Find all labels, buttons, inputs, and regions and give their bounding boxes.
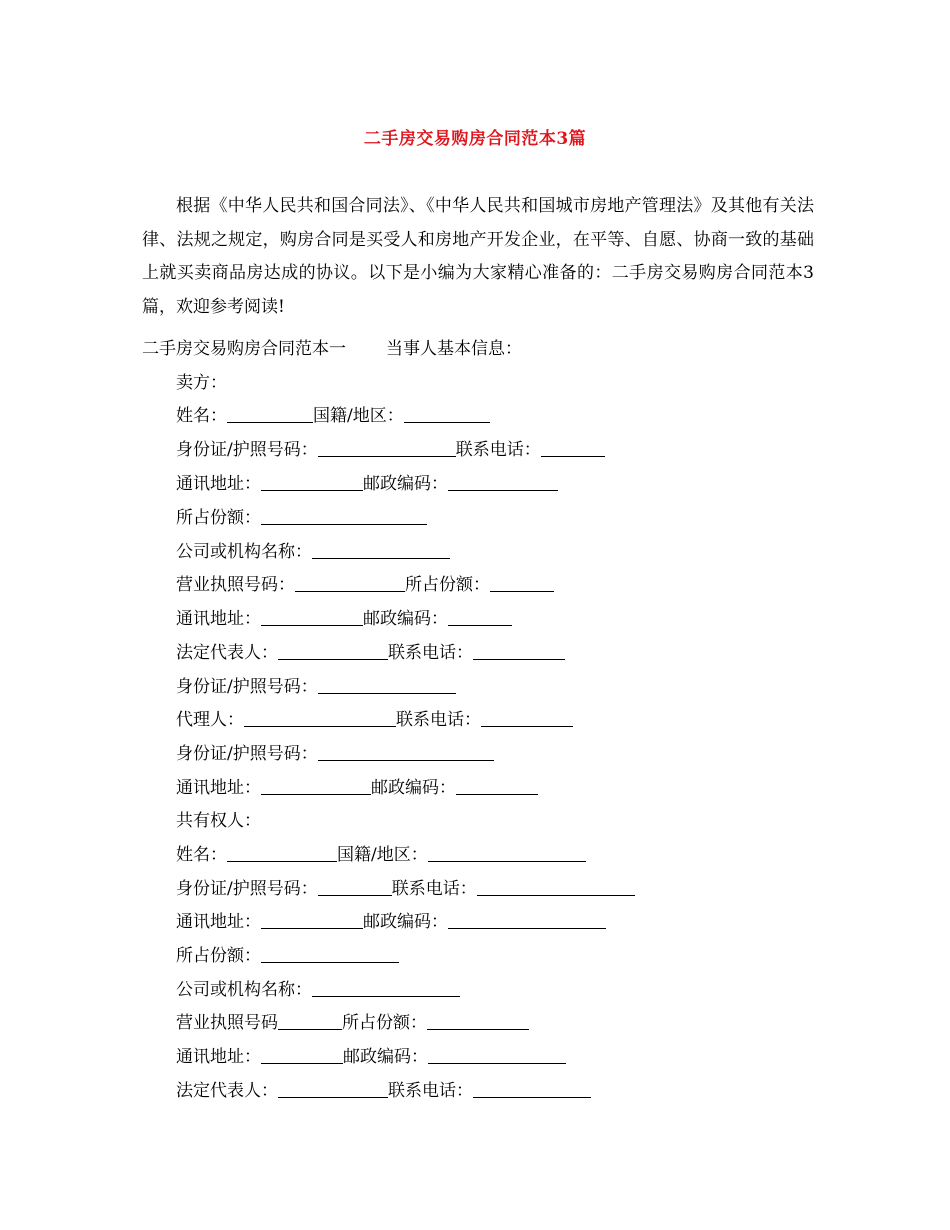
blank-field bbox=[227, 406, 313, 423]
blank-field bbox=[404, 406, 490, 423]
field-label: 代理人： bbox=[176, 710, 244, 730]
blank-field bbox=[448, 912, 606, 929]
field-label: 国籍/地区： bbox=[313, 406, 404, 426]
field-label: 法定代表人： bbox=[176, 643, 278, 663]
blank-field bbox=[456, 778, 538, 795]
field-line bbox=[176, 777, 538, 799]
field-line bbox=[176, 642, 565, 664]
blank-field bbox=[448, 609, 512, 626]
document-title: 二手房交易购房合同范本3篇 bbox=[363, 129, 587, 149]
blank-field bbox=[428, 1047, 566, 1064]
blank-field bbox=[318, 440, 456, 457]
blank-field bbox=[261, 946, 399, 963]
field-line bbox=[176, 473, 558, 495]
blank-field bbox=[318, 677, 456, 694]
field-label: 通讯地址： bbox=[176, 474, 261, 494]
blank-field bbox=[481, 710, 573, 727]
field-label: 邮政编码： bbox=[343, 1047, 428, 1067]
blank-field bbox=[261, 1047, 343, 1064]
intro-paragraph: 根据《中华人民共和国合同法》、《中华人民共和国城市房地产管理法》及其他有关法律、法规之规定，购房合同是买受人和房地产开发企业，在平等、自愿、协商一致的基础上就买卖商品房达成的协议。以下是小编为大家精心准备的：二手房交易购房合同范本3篇，欢迎参考阅读! bbox=[142, 196, 814, 317]
co-owner-label: 共有权人： bbox=[176, 811, 261, 831]
blank-field bbox=[473, 1081, 591, 1098]
field-label: 通讯地址： bbox=[176, 609, 261, 629]
field-label: 联系电话： bbox=[396, 710, 481, 730]
field-line bbox=[176, 608, 512, 630]
field-line bbox=[176, 844, 586, 866]
field-label: 通讯地址： bbox=[176, 912, 261, 932]
field-label: 身份证/护照号码： bbox=[176, 440, 318, 460]
blank-field bbox=[318, 744, 494, 761]
field-line bbox=[176, 709, 573, 731]
field-label: 公司或机构名称： bbox=[176, 542, 312, 562]
field-label: 营业执照号码 bbox=[176, 1013, 278, 1033]
field-line bbox=[176, 507, 427, 529]
field-label: 所占份额： bbox=[405, 575, 490, 595]
field-line bbox=[176, 878, 635, 900]
blank-field bbox=[227, 845, 337, 862]
blank-field bbox=[427, 1013, 529, 1030]
field-label: 联系电话： bbox=[388, 643, 473, 663]
blank-field bbox=[448, 474, 558, 491]
blank-field bbox=[490, 575, 554, 592]
field-label: 所占份额： bbox=[176, 946, 261, 966]
field-label: 姓名： bbox=[176, 845, 227, 865]
field-line bbox=[176, 1080, 591, 1102]
field-line bbox=[176, 676, 456, 698]
blank-field bbox=[312, 542, 450, 559]
seller-label: 卖方： bbox=[176, 373, 227, 393]
blank-field bbox=[261, 508, 427, 525]
field-line bbox=[176, 574, 554, 596]
field-line bbox=[176, 1046, 566, 1068]
field-line bbox=[176, 979, 460, 1001]
field-label: 联系电话： bbox=[391, 879, 477, 899]
blank-field bbox=[278, 643, 388, 660]
blank-field bbox=[312, 980, 460, 997]
blank-field bbox=[295, 575, 405, 592]
blank-field bbox=[318, 879, 392, 896]
field-label: 通讯地址： bbox=[176, 778, 261, 798]
field-label: 通讯地址： bbox=[176, 1047, 261, 1067]
field-label: 邮政编码： bbox=[371, 778, 456, 798]
blank-field bbox=[428, 845, 586, 862]
section-subheading: 当事人基本信息： bbox=[386, 339, 522, 359]
field-label: 所占份额： bbox=[342, 1013, 427, 1033]
field-line bbox=[176, 405, 490, 427]
field-label: 公司或机构名称： bbox=[176, 980, 312, 1000]
blank-field bbox=[278, 1081, 388, 1098]
field-label: 国籍/地区： bbox=[337, 845, 428, 865]
field-line bbox=[176, 945, 399, 967]
field-label: 法定代表人： bbox=[176, 1081, 278, 1101]
field-label: 邮政编码： bbox=[363, 912, 448, 932]
blank-field bbox=[261, 912, 363, 929]
field-line bbox=[176, 541, 450, 563]
field-label: 邮政编码： bbox=[363, 609, 448, 629]
field-label: 姓名： bbox=[176, 406, 227, 426]
field-label: 邮政编码： bbox=[363, 474, 448, 494]
field-label: 所占份额： bbox=[176, 508, 261, 528]
blank-field bbox=[477, 879, 635, 896]
blank-field bbox=[261, 778, 371, 795]
blank-field bbox=[261, 474, 363, 491]
field-line bbox=[176, 439, 605, 461]
field-line bbox=[176, 743, 494, 765]
field-label: 联系电话： bbox=[388, 1081, 473, 1101]
field-label: 身份证/护照号码： bbox=[176, 744, 318, 764]
blank-field bbox=[261, 609, 363, 626]
field-label: 联系电话： bbox=[455, 440, 541, 460]
field-label: 身份证/护照号码： bbox=[176, 879, 318, 899]
field-line bbox=[176, 1012, 529, 1034]
blank-field bbox=[278, 1013, 342, 1030]
blank-field bbox=[541, 440, 605, 457]
section-heading-line bbox=[142, 338, 522, 360]
field-line bbox=[176, 911, 606, 933]
blank-field bbox=[473, 643, 565, 660]
section-heading: 二手房交易购房合同范本一 bbox=[142, 339, 346, 359]
blank-field bbox=[244, 710, 396, 727]
field-label: 营业执照号码： bbox=[176, 575, 295, 595]
field-label: 身份证/护照号码： bbox=[176, 677, 318, 697]
